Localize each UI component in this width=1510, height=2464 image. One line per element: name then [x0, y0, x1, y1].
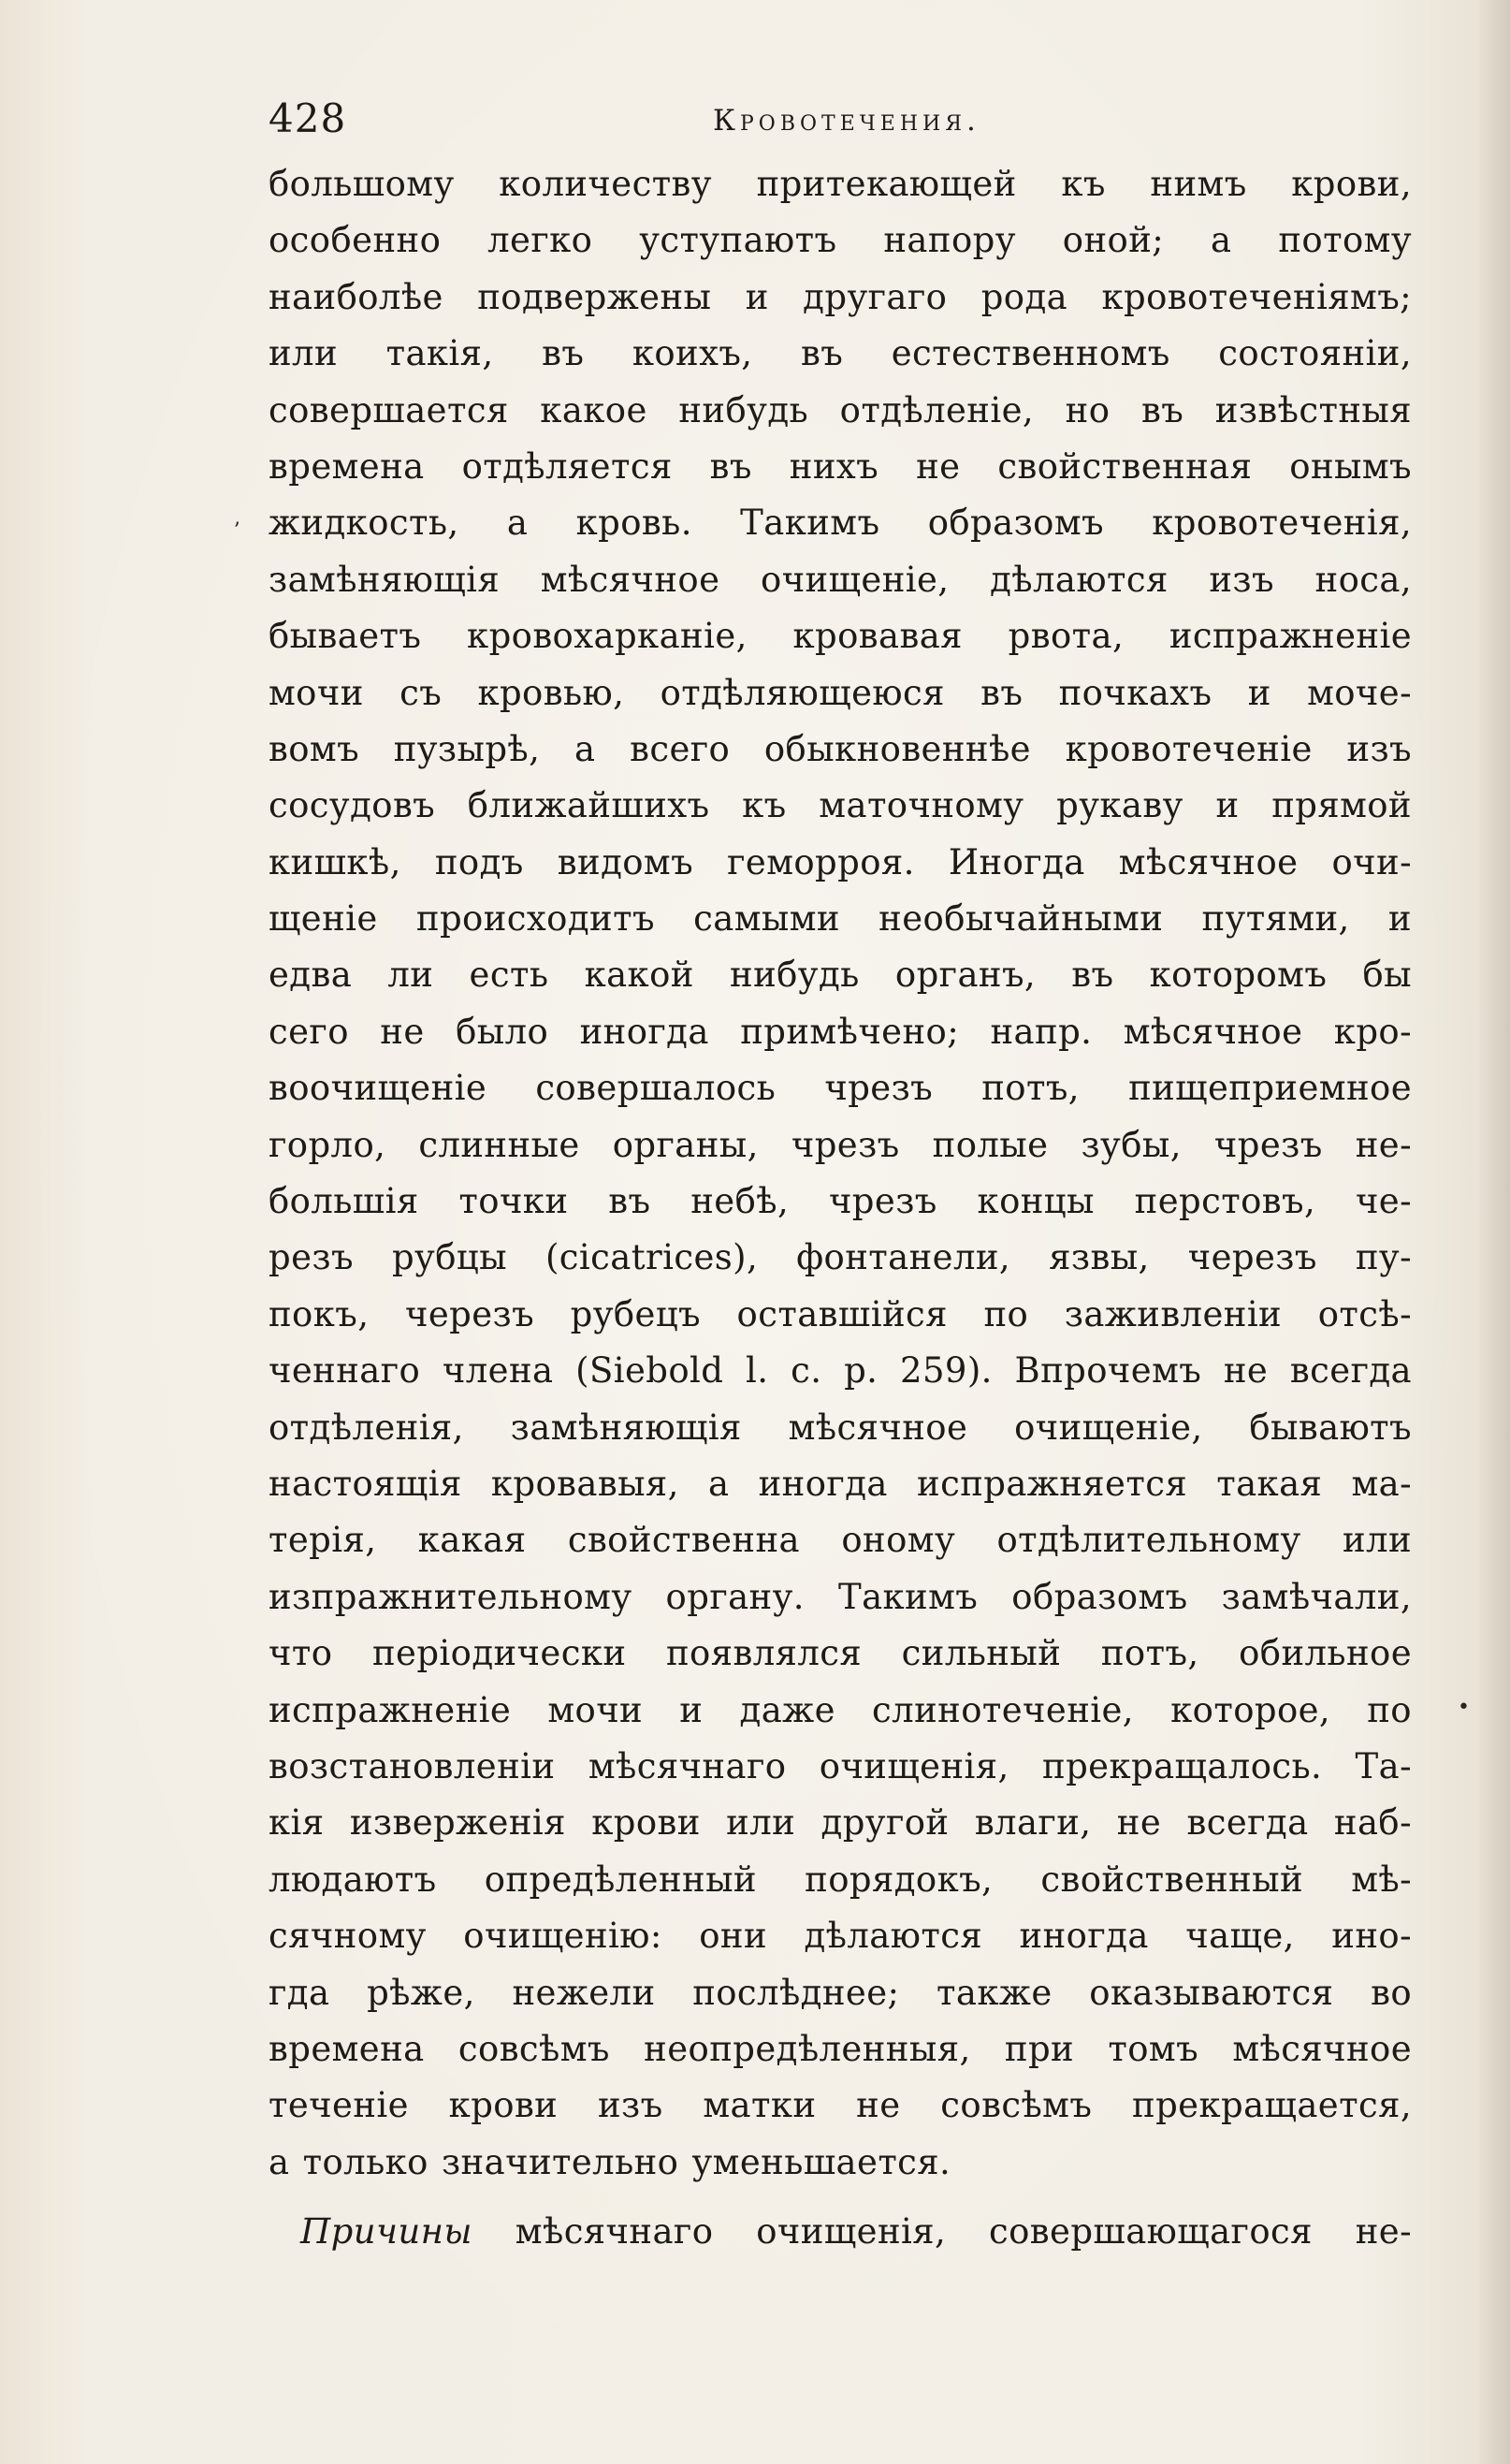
margin-mark: ʼ — [233, 519, 240, 543]
text-line: сего не было иногда примѣчено; напр. мѣсячное кро- — [269, 1011, 1412, 1052]
text-line: настоящiя кровавыя, а иногда испражняется такая ма- — [269, 1463, 1412, 1504]
text-line: возстановленiи мѣсячнаго очищенiя, прекращалось. Та- — [269, 1745, 1412, 1786]
text-line: особенно легко уступаютъ напору оной; а потому — [269, 220, 1412, 261]
text-line: гда рѣже, нежели послѣднее; также оказываются во — [269, 1972, 1412, 2013]
text-line: сосудовъ ближайшихъ къ маточному рукаву и прямой — [269, 785, 1412, 826]
ink-speck: • — [1458, 1696, 1470, 1719]
text-line: изпражнительному органу. Такимъ образомъ замѣчали, — [269, 1576, 1412, 1617]
text-line: горло, слинные органы, чрезъ полые зубы, чрезъ не- — [269, 1124, 1412, 1165]
text-line: воочищенiе совершалось чрезъ потъ, пищеприемное — [269, 1068, 1412, 1109]
text-line: замѣняющiя мѣсячное очищенiе, дѣлаются изъ носа, — [269, 559, 1412, 600]
text-line: кiя изверженiя крови или другой влаги, не всегда наб- — [269, 1802, 1412, 1844]
text-line: бываетъ кровохарканiе, кровавая рвота, испражненiе — [269, 616, 1412, 657]
text-line: резъ рубцы (cicatrices), фонтанели, язвы, черезъ пу- — [269, 1237, 1412, 1278]
text-line: жидкость, а кровь. Такимъ образомъ кровотеченiя, — [269, 503, 1412, 544]
text-line: сячному очищенiю: они дѣлаются иногда чаще, ино- — [269, 1916, 1412, 1957]
page-number: 428 — [269, 95, 347, 141]
text-line: едва ли есть какой нибудь органъ, въ которомъ бы — [269, 955, 1412, 996]
body-text — [269, 156, 1412, 2260]
text-line: щенiе происходитъ самыми необычайными путями, и — [269, 898, 1412, 940]
text-line: а только значительно уменьшается. — [269, 2141, 951, 2182]
text-line: времена совсѣмъ неопредѣленныя, при томъ мѣсячное — [269, 2028, 1412, 2069]
paragraph-text: мѣсячнаго очищенiя, совершающагося не- — [472, 2211, 1412, 2253]
text-line: покъ, черезъ рубецъ оставшiйся по заживленiи отсѣ- — [269, 1293, 1412, 1334]
text-line: ченнаго члена (Siebold l. c. p. 259). Впрочемъ не всегда — [269, 1350, 1412, 1392]
text-line: испражненiе мочи и даже слинотеченiе, которое, по — [269, 1689, 1412, 1730]
text-line: или такiя, въ коихъ, въ естественномъ состоянiи, — [269, 333, 1412, 374]
text-line: теченiе крови изъ матки не совсѣмъ прекращается, — [269, 2085, 1412, 2126]
page-header — [269, 94, 1429, 150]
text-line: вомъ пузырѣ, а всего обыкновеннѣе кровотеченiе изъ — [269, 728, 1412, 769]
paragraph-lead-word: Причины — [300, 2211, 472, 2253]
running-title: Кровотечения. — [713, 104, 980, 138]
next-paragraph-line — [269, 2204, 1412, 2260]
text-line: большiя точки въ небѣ, чрезъ концы перстовъ, че- — [269, 1181, 1412, 1222]
page-binding-shadow — [1476, 0, 1510, 2464]
text-line: совершается какое нибудь отдѣленiе, но въ извѣстныя — [269, 389, 1412, 430]
text-line: отдѣленiя, замѣняющiя мѣсячное очищенiе, бываютъ — [269, 1407, 1412, 1448]
text-line: наиболѣе подвержены и другаго рода кровотеченiямъ; — [269, 276, 1412, 317]
text-line: кишкѣ, подъ видомъ геморроя. Иногда мѣсячное очи- — [269, 841, 1412, 882]
text-line: мочи съ кровью, отдѣляющеюся въ почкахъ и моче- — [269, 672, 1412, 713]
text-line: большому количеству притекающей къ нимъ крови, — [269, 164, 1412, 204]
text-line: что перiодически появлялся сильный потъ, обильное — [269, 1633, 1412, 1674]
text-line: терiя, какая свойственна оному отдѣлительному или — [269, 1520, 1412, 1561]
text-line: времена отдѣляется въ нихъ не свойственная онымъ — [269, 445, 1412, 487]
text-line: людаютъ опредѣленный порядокъ, свойственный мѣ- — [269, 1859, 1412, 1900]
